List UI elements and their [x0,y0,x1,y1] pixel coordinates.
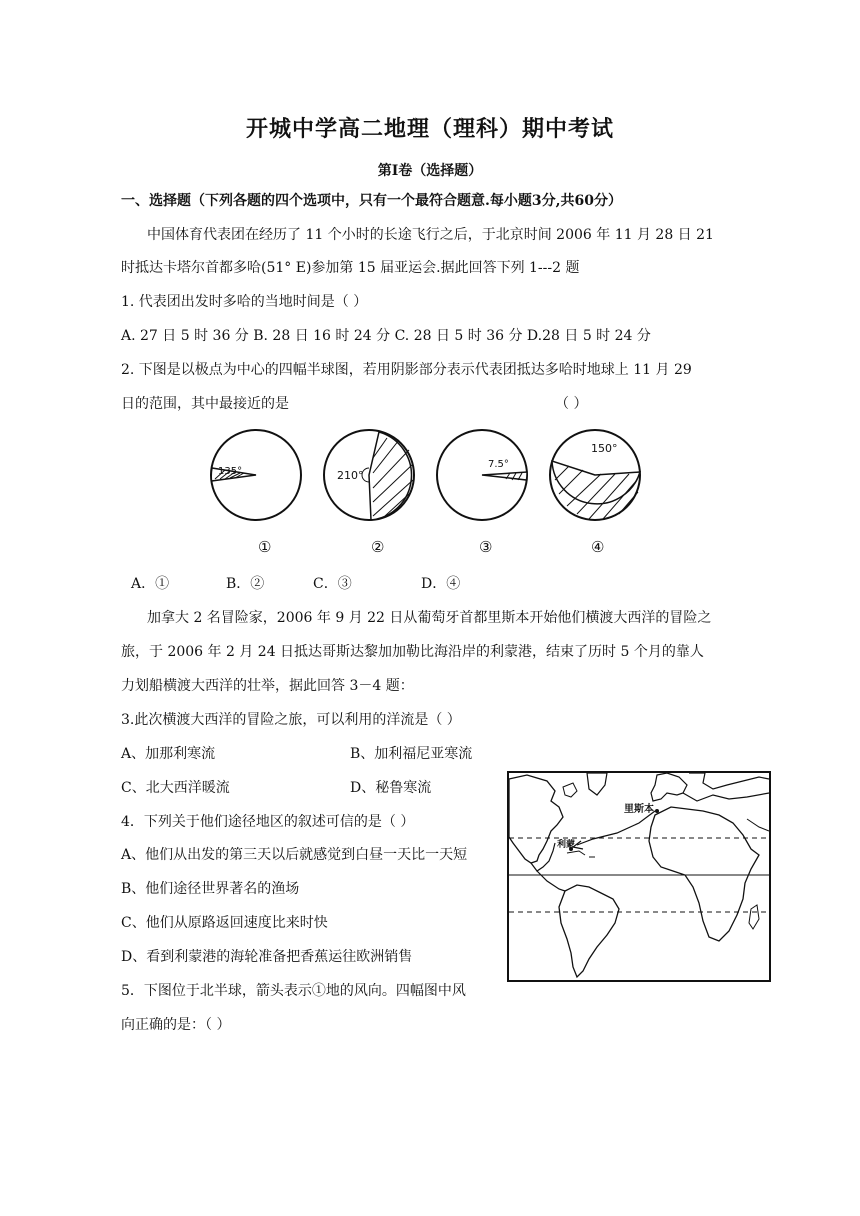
q2-stem-line2: 日的范围，其中最接近的是 [121,396,289,412]
q5-stem-line2: 向正确的是：（ ） [121,1017,231,1033]
q2-choice-c: C．③ [313,576,352,592]
map-label-lisbon: 里斯本 [624,804,654,815]
q4-option-c: C、他们从原路返回速度比来时快 [121,915,328,931]
q4-option-a: A、他们从出发的第三天以后就感觉到白昼一天比一天短 [121,847,468,863]
q2-stem-line1: 2. 下图是以极点为中心的四幅半球图，若用阴影部分表示代表团抵达多哈时地球上 11 月 29 [121,362,692,378]
atlantic-route-map [507,771,771,982]
q2-answer-paren: （ ） [555,396,588,412]
hemisphere-figure-2 [323,428,415,522]
intro2-line3: 力划船横渡大西洋的壮举，据此回答 3－4 题： [121,678,414,694]
angle-label-1: 135° [218,466,243,477]
hemisphere-figure-3 [436,428,528,522]
q1-stem: 1. 代表团出发时多哈的当地时间是（ ） [121,294,368,310]
map-label-limon: 利蒙 [557,840,576,850]
intro1-line2: 时抵达卡塔尔首都多哈(51° E)参加第 15 届亚运会.据此回答下列 1---2 题 [121,260,580,276]
q3-option-d: D、秘鲁寒流 [350,780,432,796]
q4-option-d: D、看到利蒙港的海轮准备把香蕉运往欧洲销售 [121,949,413,965]
figure-caption-3: ③ [479,538,493,556]
section-subtitle: 第Ⅰ卷（选择题） [377,163,483,179]
exam-title: 开城中学高二地理（理科）期中考试 [245,116,614,142]
q3-option-c: C、北大西洋暖流 [121,780,230,796]
hemisphere-figure-1 [210,428,302,522]
figure-caption-2: ② [371,538,385,556]
q3-stem: 3.此次横渡大西洋的冒险之旅，可以利用的洋流是（ ） [121,712,461,728]
figure-caption-4: ④ [591,538,605,556]
q3-option-b: B、加利福尼亚寒流 [350,746,473,762]
q1-options: A. 27 日 5 时 36 分 B. 28 日 16 时 24 分 C. 28 日 5 时 36 分 D.28 日 5 时 24 分 [121,328,651,344]
intro1-line1: 中国体育代表团在经历了 11 个小时的长途飞行之后，于北京时间 2006 年 11 月 28 日 21 [147,227,714,243]
section-heading: 一、选择题（下列各题的四个选项中，只有一个最符合题意.每小题3分,共60分） [121,193,622,209]
angle-label-4: 150° [591,442,618,455]
q4-stem: 4．下列关于他们途径地区的叙述可信的是（ ） [121,814,415,830]
q2-choice-b: B．② [226,576,265,592]
q5-stem-line1: 5．下图位于北半球，箭头表示①地的风向。四幅图中风 [121,983,466,999]
intro2-line2: 旅，于 2006 年 2 月 24 日抵达哥斯达黎加加勒比海沿岸的利蒙港，结束了历时 5 个月的靠人 [121,644,704,660]
angle-label-3: 7.5° [488,459,509,470]
q4-option-b: B、他们途径世界著名的渔场 [121,881,300,897]
angle-label-2: 210° [337,469,364,482]
q3-option-a: A、加那利寒流 [121,746,216,762]
intro2-line1: 加拿大 2 名冒险家，2006 年 9 月 22 日从葡萄牙首都里斯本开始他们横渡大西洋的冒险之 [147,610,712,626]
figure-caption-1: ① [258,538,272,556]
q2-choice-a: A．① [131,576,170,592]
hemisphere-figure-4 [549,428,641,522]
q2-choice-d: D．④ [421,576,461,592]
